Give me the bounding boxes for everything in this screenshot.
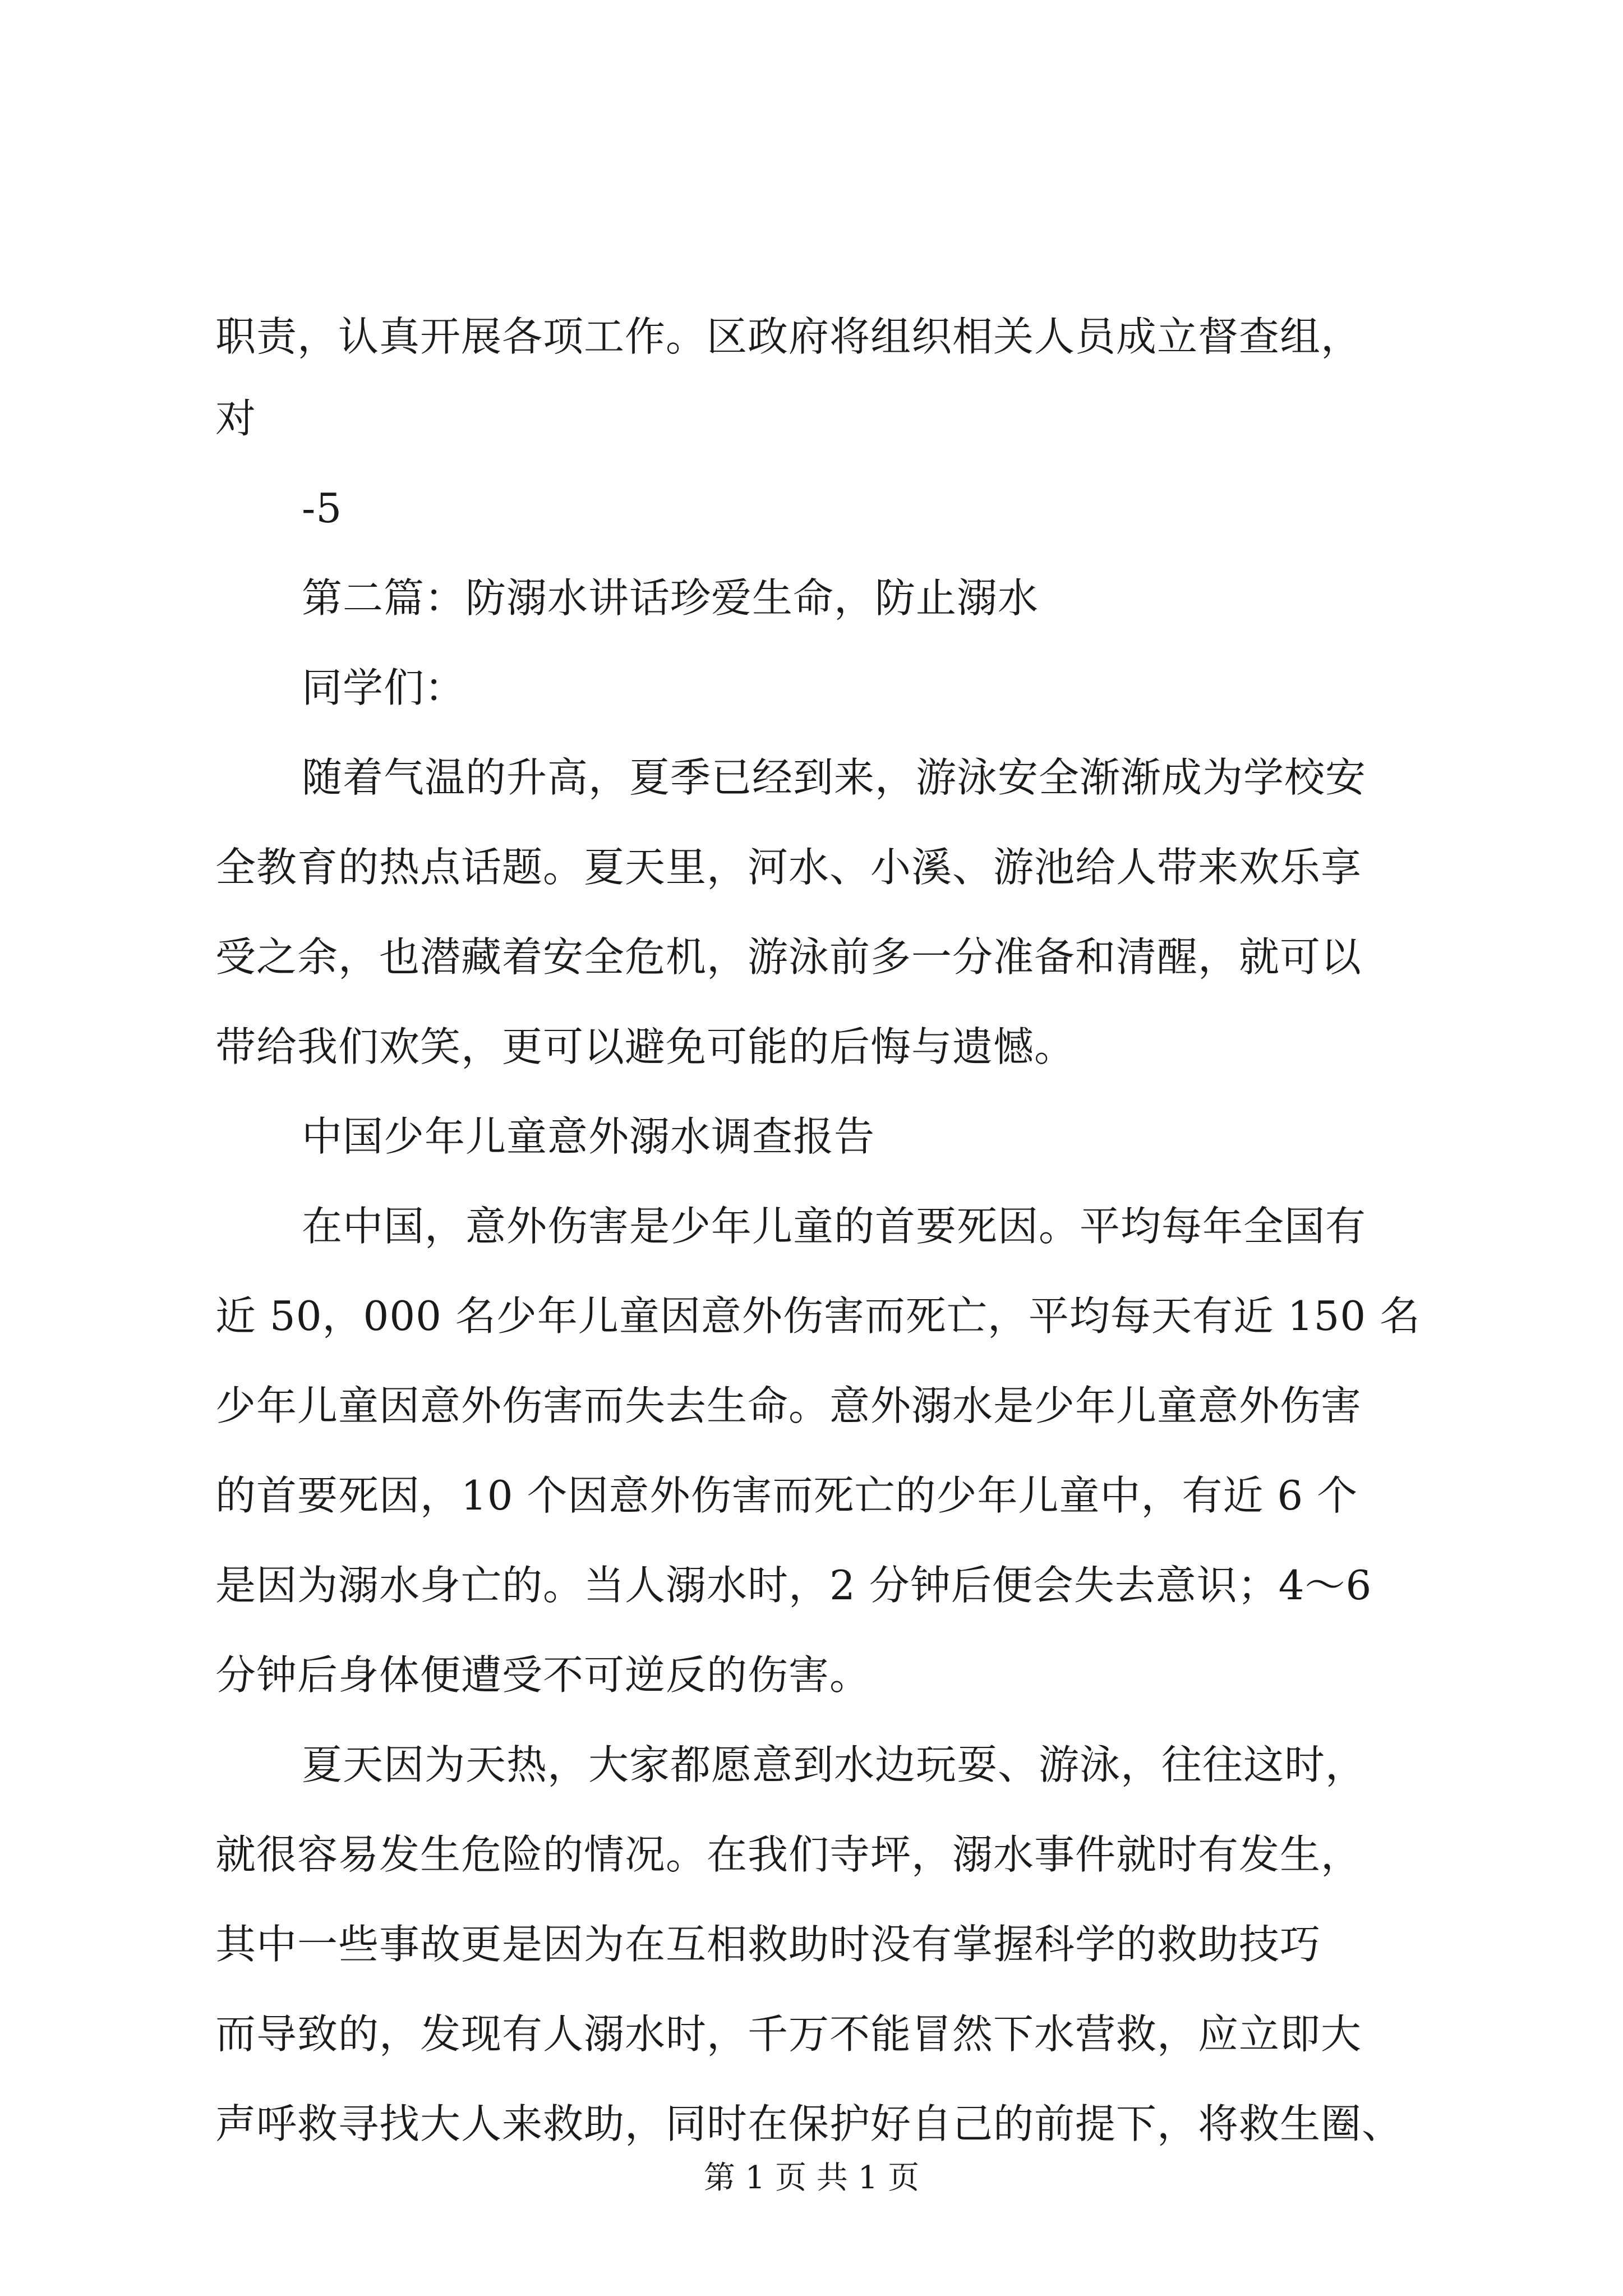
paragraph-1-line: 受之余，也潜藏着安全危机，游泳前多一分准备和清醒，就可以 xyxy=(215,933,1362,981)
report-title: 中国少年儿童意外溺水调查报告 xyxy=(302,1113,875,1160)
paragraph-1 xyxy=(215,733,1418,1092)
paragraph-2-line: 是因为溺水身亡的。当人溺水时，2 分钟后便会失去意识；4～6 xyxy=(215,1562,1372,1609)
document-body xyxy=(215,292,1421,2169)
paragraph-2 xyxy=(215,1181,1421,1720)
paragraph-1-line: 带给我们欢笑，更可以避免可能的后悔与遗憾。 xyxy=(215,1023,1076,1070)
paragraph-2-line: 在中国，意外伤害是少年儿童的首要死因。平均每年全国有 xyxy=(302,1203,1367,1250)
paragraph-2-line: 分钟后身体便遭受不可逆反的伤害。 xyxy=(215,1651,871,1699)
salutation: 同学们： xyxy=(302,664,466,711)
section-title: 第二篇：防溺水讲话珍爱生命，防止溺水 xyxy=(302,574,1039,622)
page-footer: 第 1 页 共 1 页 xyxy=(703,2160,920,2196)
paragraph-3 xyxy=(215,1720,1418,2169)
page-marker: -5 xyxy=(302,485,343,532)
paragraph-2-line: 少年儿童因意外伤害而失去生命。意外溺水是少年儿童意外伤害 xyxy=(215,1382,1362,1429)
paragraph-3-line: 就很容易发生危险的情况。在我们寺坪，溺水事件就时有发生， xyxy=(215,1831,1362,1878)
paragraph-3-line: 声呼救寻找大人来救助，同时在保护好自己的前提下，将救生圈、 xyxy=(215,2100,1403,2147)
paragraph-3-line: 其中一些事故更是因为在互相救助时没有掌握科学的救助技巧 xyxy=(215,1921,1321,1968)
paragraph-1-line: 随着气温的升高，夏季已经到来，游泳安全渐渐成为学校安 xyxy=(302,754,1367,801)
paragraph-2-line: 近 50，000 名少年儿童因意外伤害而死亡，平均每天有近 150 名 xyxy=(215,1292,1421,1340)
intro-line-1: 职责，认真开展各项工作。区政府将组织相关人员成立督查组， xyxy=(215,313,1362,360)
paragraph-3-line: 夏天因为天热，大家都愿意到水边玩耍、游泳，往往这时， xyxy=(302,1741,1367,1788)
intro-line-2: 对 xyxy=(215,395,257,442)
paragraph-2-line: 的首要死因，10 个因意外伤害而死亡的少年儿童中，有近 6 个 xyxy=(215,1472,1358,1519)
paragraph-3-line: 而导致的，发现有人溺水时，千万不能冒然下水营救，应立即大 xyxy=(215,2010,1362,2058)
paragraph-1-line: 全教育的热点话题。夏天里，河水、小溪、游池给人带来欢乐享 xyxy=(215,844,1362,891)
